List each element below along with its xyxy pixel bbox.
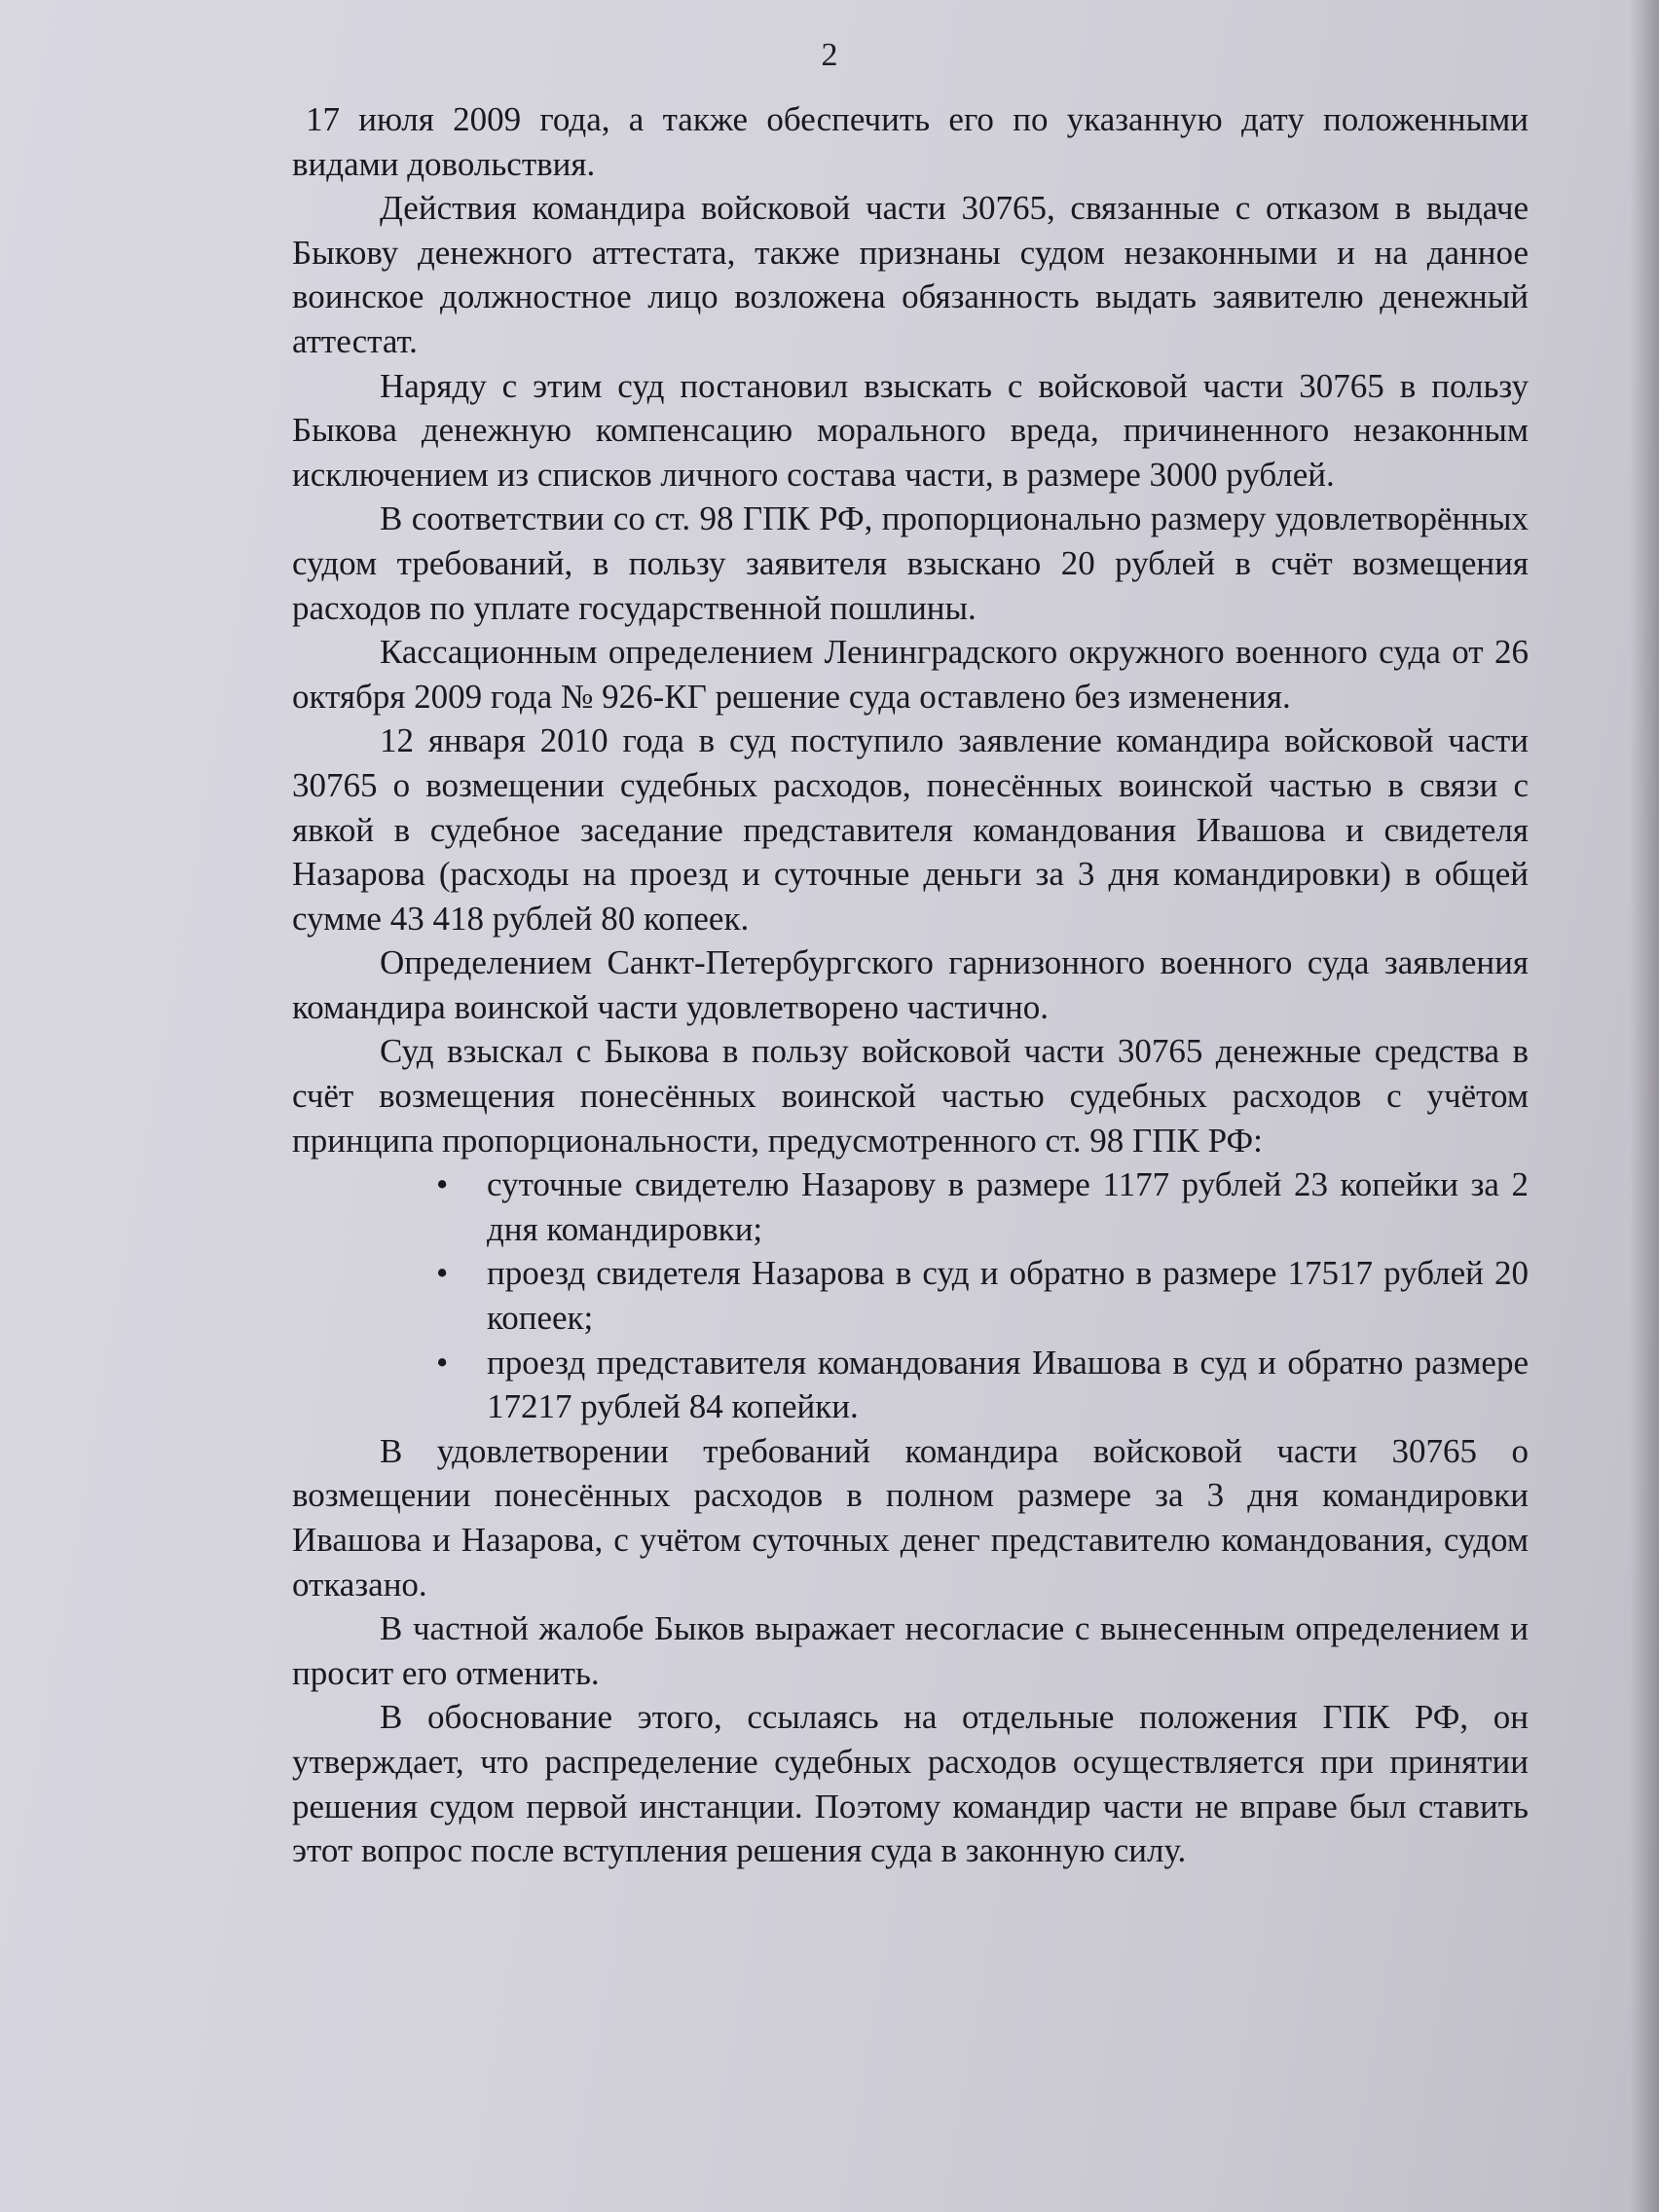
- page-number: 2: [821, 37, 838, 73]
- list-item: [292, 1162, 1529, 1251]
- paragraph-1: 17 июля 2009 года, а также обеспечить его по указанную дату положенными видами довольствия.: [292, 100, 1529, 183]
- list-item: [292, 1341, 1529, 1429]
- list-item-text: проезд представителя командования Ивашова в суд и обратно размере 17217 рублей 84 копейки.: [487, 1343, 1529, 1426]
- paragraph-6: 12 января 2010 года в суд поступило заявление командира войсковой части 30765 о возмещении судебных расходов, понесённых воинской частью в связи с явкой в судебное заседание представителя командования Ивашова и свидетеля Назарова (расходы на проезд и суточные деньги за 3 дня командировки) в общей сумме 43 418 рублей 80 копеек.: [292, 721, 1529, 938]
- document-body: [292, 97, 1529, 1873]
- paragraph-11: В обоснование этого, ссылаясь на отдельные положения ГПК РФ, он утверждает, что распределение судебных расходов осуществляется при принятии решения судом первой инстанции. Поэтому командир части не вправе был ставить этот вопрос после вступления решения суда в законную силу.: [292, 1698, 1529, 1870]
- list-item-text: проезд свидетеля Назарова в суд и обратно в размере 17517 рублей 20 копеек;: [487, 1254, 1529, 1338]
- paragraph-8: Суд взыскал с Быкова в пользу войсковой части 30765 денежные средства в счёт возмещения понесённых воинской частью судебных расходов с учётом принципа пропорциональности, предусмотренного ст. 98 ГПК РФ:: [292, 1032, 1529, 1160]
- paragraph-9: В удовлетворении требований командира войсковой части 30765 о возмещении понесённых расходов в полном размере за 3 дня командировки Ивашова и Назарова, с учётом суточных денег представителю командования, судом отказано.: [292, 1431, 1529, 1604]
- paragraph-10: В частной жалобе Быков выражает несогласие с вынесенным определением и просит его отменить.: [292, 1609, 1529, 1692]
- page-edge-shadow: [1630, 0, 1659, 2212]
- list-item: [292, 1251, 1529, 1340]
- paragraph-3: Наряду с этим суд постановил взыскать с войсковой части 30765 в пользу Быкова денежную компенсацию морального вреда, причиненного незаконным исключением из списков личного состава части, в размере 3000 рублей.: [292, 366, 1529, 494]
- list-item-text: суточные свидетелю Назарову в размере 1177 рублей 23 копейки за 2 дня командировки;: [487, 1165, 1529, 1248]
- bullet-icon: •: [436, 1343, 449, 1382]
- paragraph-2: Действия командира войсковой части 30765, связанные с отказом в выдаче Быкову денежного аттестата, также признаны судом незаконными и на данное воинское должностное лицо возложена обязанность выдать заявителю денежный аттестат.: [292, 189, 1529, 360]
- bullet-icon: •: [436, 1254, 449, 1293]
- paragraph-5: Кассационным определением Ленинградского окружного военного суда от 26 октября 2009 года № 926-КГ решение суда оставлено без изменения.: [292, 633, 1529, 716]
- paragraph-4: В соответствии со ст. 98 ГПК РФ, пропорционально размеру удовлетворённых судом требований, в пользу заявителя взыскано 20 рублей в счёт возмещения расходов по уплате государственной пошлины.: [292, 499, 1529, 627]
- expense-list: [292, 1162, 1529, 1429]
- paragraph-7: Определением Санкт-Петербургского гарнизонного военного суда заявления командира воинской части удовлетворено частично.: [292, 943, 1529, 1026]
- bullet-icon: •: [436, 1165, 449, 1204]
